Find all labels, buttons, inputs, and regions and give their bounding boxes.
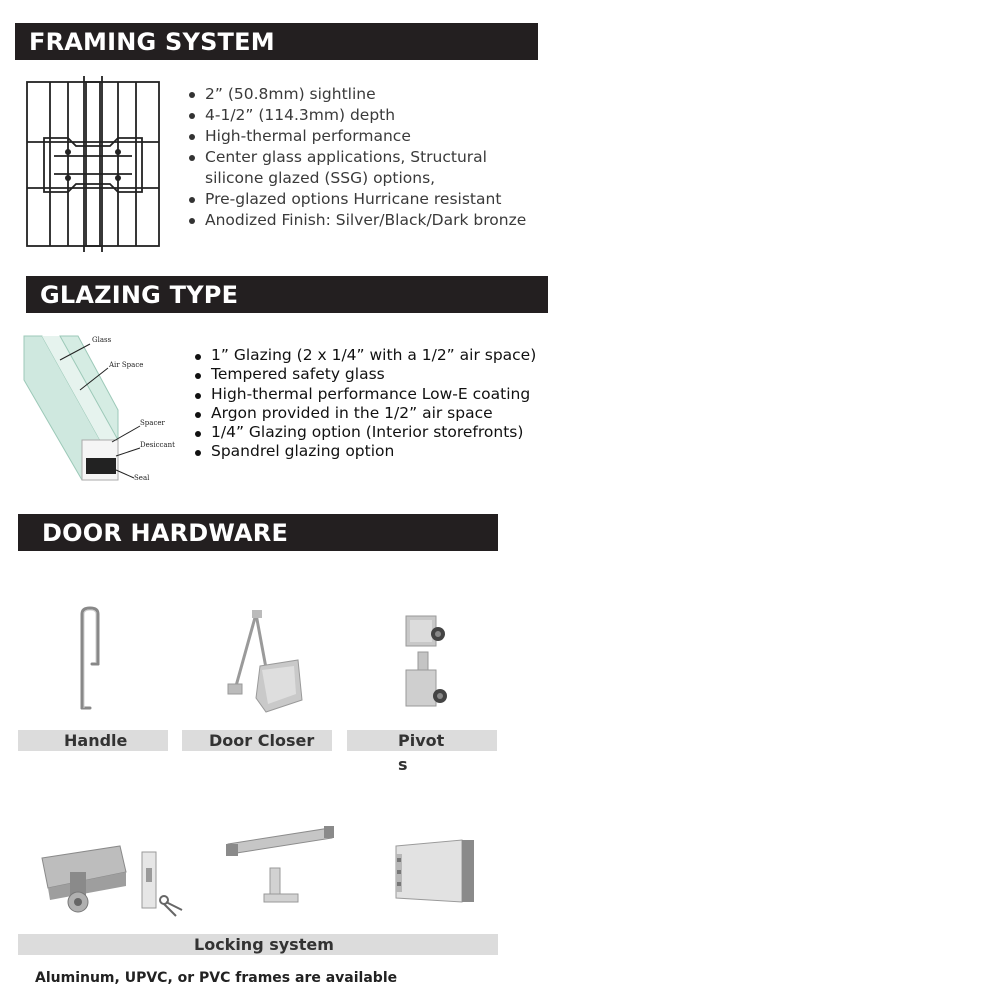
diagram-label-desiccant: Desiccant xyxy=(140,441,175,449)
pivots-label: Pivot xyxy=(347,730,497,751)
list-item: 1/4” Glazing option (Interior storefronts) xyxy=(193,423,543,442)
list-item: Anodized Finish: Silver/Black/Dark bronze xyxy=(187,210,547,231)
glazing-features-list xyxy=(193,346,543,462)
list-item: Spandrel glazing option xyxy=(193,442,543,461)
list-item: Argon provided in the 1/2” air space xyxy=(193,404,543,423)
list-item: Center glass applications, Structural silicone glazed (SSG) options, xyxy=(187,147,505,189)
pivots-label-wrap: s xyxy=(398,755,408,774)
glazing-type-banner xyxy=(26,276,548,313)
list-item: 4-1/2” (114.3mm) depth xyxy=(187,105,547,126)
push-bar-image xyxy=(224,824,336,906)
list-item: Pre-glazed options Hurricane resistant xyxy=(187,189,547,210)
door-hardware-title: DOOR HARDWARE xyxy=(42,518,289,547)
framing-system-title: FRAMING SYSTEM xyxy=(29,27,275,56)
door-closer-label: Door Closer xyxy=(182,730,332,751)
deadlatch-image xyxy=(392,836,478,906)
diagram-label-seal: Seal xyxy=(134,474,150,482)
handle-label: Handle xyxy=(18,730,168,751)
list-item: Tempered safety glass xyxy=(193,365,543,384)
insulated-glass-diagram xyxy=(20,330,185,490)
diagram-label-glass: Glass xyxy=(92,336,112,344)
locking-system-label: Locking system xyxy=(18,934,498,955)
handle-image xyxy=(70,604,110,716)
list-item: High-thermal performance xyxy=(187,126,547,147)
framing-profile-drawing xyxy=(24,76,164,252)
list-item: 1” Glazing (2 x 1/4” with a 1/2” air space) xyxy=(193,346,543,365)
diagram-label-spacer: Spacer xyxy=(140,419,165,427)
list-item: 2” (50.8mm) sightline xyxy=(187,84,547,105)
glazing-type-title: GLAZING TYPE xyxy=(40,280,239,309)
framing-system-banner xyxy=(15,23,538,60)
diagram-label-air-space: Air Space xyxy=(109,361,144,369)
list-item: High-thermal performance Low-E coating xyxy=(193,385,543,404)
footer-note: Aluminum, UPVC, or PVC frames are available xyxy=(35,970,398,986)
mortise-lock-image xyxy=(36,838,192,922)
door-hardware-banner xyxy=(18,514,498,551)
framing-features-list xyxy=(187,84,547,231)
pivot-image xyxy=(400,612,456,716)
door-closer-image xyxy=(222,608,306,716)
